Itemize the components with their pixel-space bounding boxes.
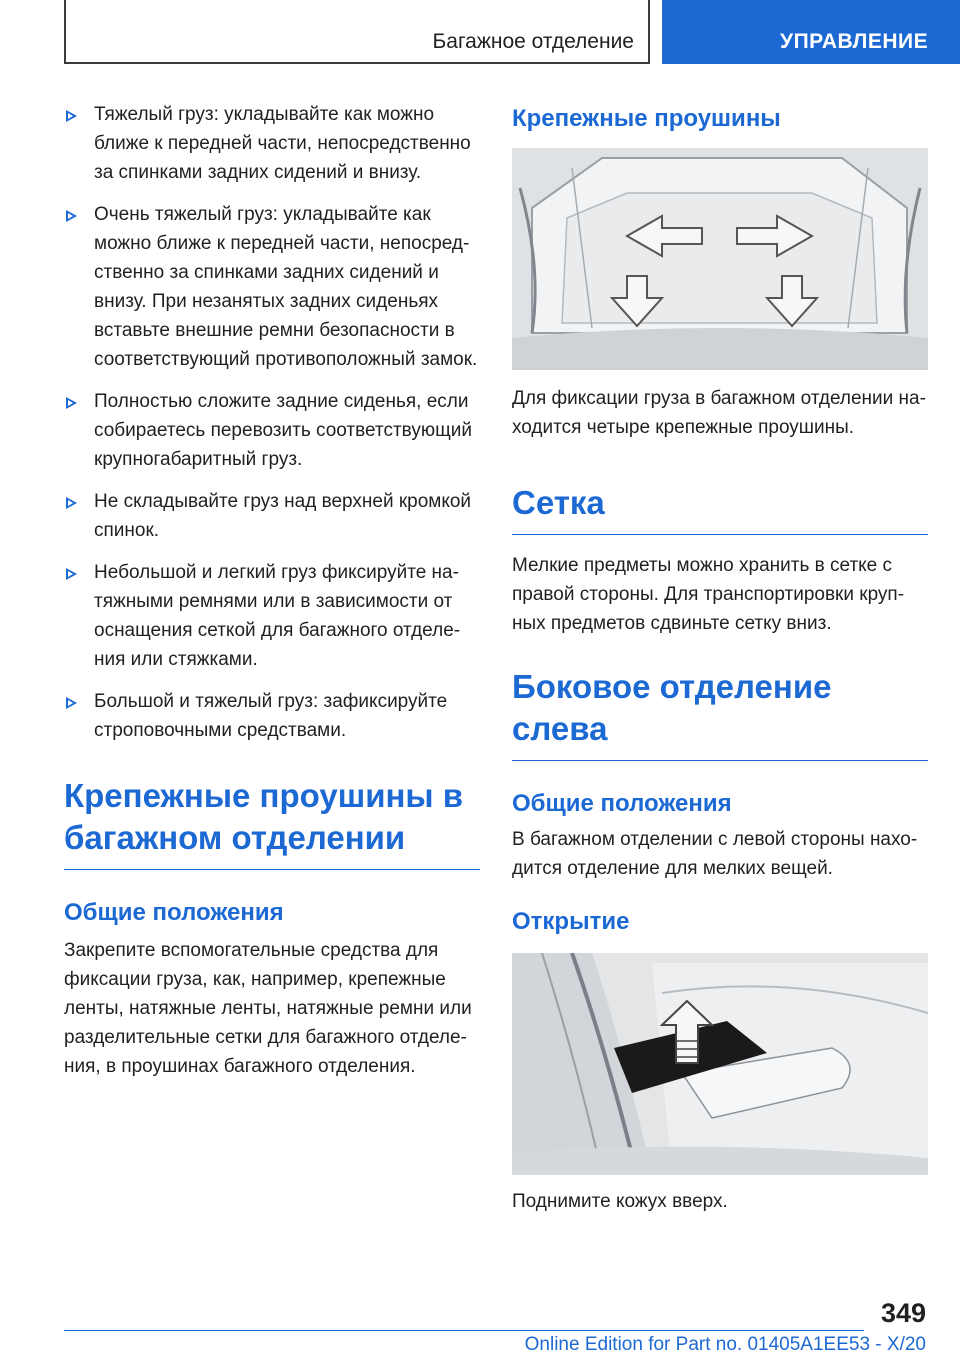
list-item: Тяжелый груз: укладывайте как можно ближе к передней части, непосредственно за спинками задних сидений и внизу. [64,100,480,187]
list-item: Не складывайте груз над верхней кромкой спинок. [64,487,480,545]
opening-caption: Поднимите кожух вверх. [512,1191,728,1212]
section-heading-left-compartment: Боковое отделение слева [512,666,928,761]
net-text: Мелкие предметы можно хранить в сетке с правой стороны. Для транспортировки крупных предметов сдвиньте сетку вниз. [512,555,905,634]
left-column [64,100,480,1081]
cargo-bullet-list [64,100,480,745]
list-item: Полностью сложите задние сиденья, если собираетесь перевозить соответствующий крупногабаритный груз. [64,387,480,474]
header-section-box [64,0,650,64]
lashing-eyes-text: Для фиксации груза в багажном отделении находится четыре крепежные проушины. [512,388,926,438]
compartment-opening-image [512,953,928,1175]
triangle-bullet-icon [66,497,77,509]
header-chapter-tab[interactable]: УПРАВЛЕНИЕ [662,0,960,64]
triangle-bullet-icon [66,568,77,580]
triangle-bullet-icon [66,397,77,409]
list-item: Очень тяжелый груз: укладывайте как можно ближе к передней части, непосредственно за спинками задних сидений и внизу. При незанятых задних сиденьях вставьте внешние ремни безопасности в соответствующий противоположный замок. [64,200,480,374]
footer-edition-text: Online Edition for Part no. 01405A1EE53 - X/20 [524,1334,926,1355]
right-column [512,100,928,1216]
general-text-right: В багажном отделении с левой стороны находится отделение для мелких вещей. [512,829,918,879]
heading-lashing-eyes: Крепежные проушины [512,105,781,132]
list-item: Небольшой и легкий груз фиксируйте натяжными ремнями или в зависимости от оснащения сеткой для багажного отделения или стяжками. [64,558,480,674]
triangle-bullet-icon [66,697,77,709]
section-heading-net: Сетка [512,482,928,535]
triangle-bullet-icon [66,210,77,222]
triangle-bullet-icon [66,110,77,122]
trunk-lashing-eyes-image [512,148,928,370]
subheading-general: Общие положения [64,899,284,926]
subheading-opening: Открытие [512,908,630,935]
list-item: Большой и тяжелый груз: зафиксируйте строповочными средствами. [64,687,480,745]
section-heading-lashing-eyes: Крепежные проушины в багажном отделении [64,775,480,870]
page-number: 349 [880,1298,926,1328]
footer-rule [64,1330,864,1331]
header-section-title: Багажное отделение [432,30,634,53]
general-paragraph: Закрепите вспомогательные средства для фиксации груза, как, например, крепежные ленты, натяжные ленты, натяжные ремни или разделительные сетки для багажного отделения, в проушинах багажного отделения. [64,940,472,1077]
subheading-general-right: Общие положения [512,790,732,817]
